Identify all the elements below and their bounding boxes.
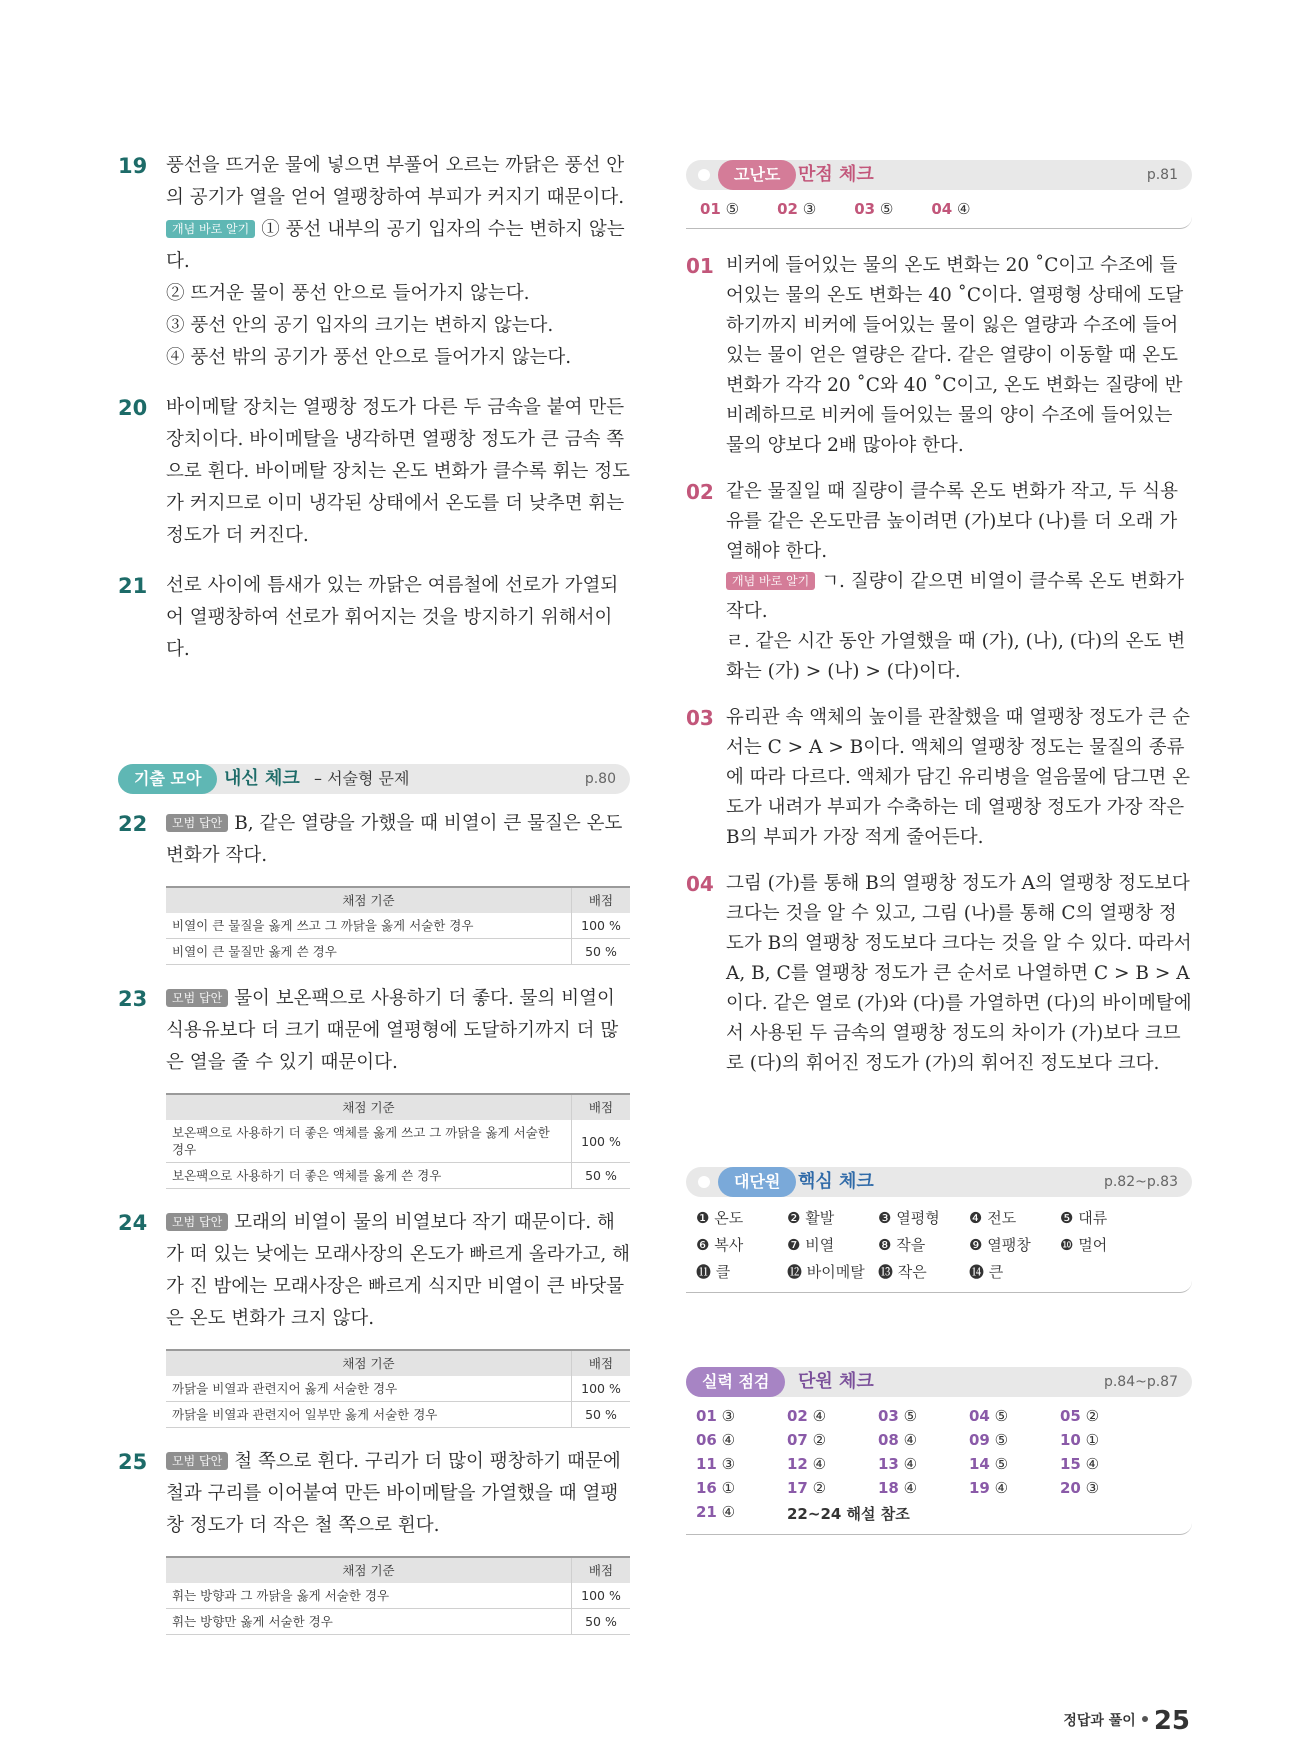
- page-number: 25: [1153, 1706, 1190, 1736]
- answer-item: [1060, 1431, 1151, 1449]
- keyword-grid: [686, 1197, 1192, 1282]
- section-subtitle: – 서술형 문제: [314, 769, 410, 788]
- answer-number: 03: [854, 200, 876, 218]
- answer-item: [878, 1407, 969, 1425]
- question-number: 22: [118, 812, 148, 836]
- keyword-item: ❶ 온도: [696, 1209, 744, 1227]
- question-number: 01: [686, 254, 714, 278]
- answer-value: ③: [802, 200, 817, 218]
- bullet-dot-icon: [1142, 1716, 1148, 1722]
- answer-number: 06: [696, 1431, 717, 1449]
- question-number: 04: [686, 872, 714, 896]
- explanation-03: [686, 703, 1192, 853]
- explanation-text: 비커에 들어있는 물의 온도 변화는 20 ˚C이고 수조에 들어있는 물의 온도 변화는 40 ˚C이다. 열평형 상태에 도달하기까지 비커에 들어있는 물이 잃은 열량과 수조에 들어있는 물이 얻은 열량은 같다. 같은 열량이 이동할 때 온도 변화가 각각 20 ˚C와 40 ˚C이고, 온도 변화는 질량에 반비례하므로 비커에 들어있는 물의 양이 수조에 들어있는 물의 양보다 2배 많아야 한다.: [726, 255, 1184, 456]
- section-pill: 고난도: [718, 160, 796, 190]
- footer-label: 정답과 풀이: [1063, 1713, 1136, 1729]
- answer-text: 바이메탈 장치는 열팽창 정도가 다른 두 금속을 붙여 만든 장치이다. 바이메탈을 냉각하면 열팽창 정도가 큰 금속 쪽으로 휜다. 바이메탈 장치는 온도 변화가 클수록 휘는 정도가 커지므로 이미 냉각된 상태에서 온도를 더 낮추면 휘는 정도가 더 커진다.: [166, 397, 630, 546]
- table-header: 배점: [572, 887, 631, 913]
- criteria-cell: 까닭을 비열과 관련지어 일부만 옳게 서술한 경우: [166, 1402, 572, 1428]
- bullet-dot-icon: [698, 169, 710, 181]
- score-cell: 100 %: [572, 913, 631, 939]
- model-answer-tag: 모범 답안: [166, 1213, 228, 1231]
- answer-text: 풍선을 뜨거운 물에 넣으면 부풀어 오르는 까닭은 풍선 안의 공기가 열을 얻어 열팽창하여 부피가 커지기 때문이다.: [166, 155, 625, 208]
- answer-item: [1060, 1407, 1151, 1425]
- answer-row: [686, 190, 1192, 218]
- answer-value: ④: [1085, 1455, 1100, 1473]
- answer-text: 철 쪽으로 휜다. 구리가 더 많이 팽창하기 때문에 철과 구리를 이어붙여 만든 바이메탈을 가열했을 때 열팽창 정도가 더 작은 철 쪽으로 휜다.: [166, 1451, 621, 1536]
- keyword-item: ⓮ 큰: [969, 1263, 1004, 1281]
- answer-value: ③: [1085, 1479, 1100, 1497]
- criteria-cell: 보온팩으로 사용하기 더 좋은 액체를 옳게 쓴 경우: [166, 1163, 572, 1189]
- section-page: p.81: [1146, 167, 1178, 183]
- answer-value: ⑤: [903, 1407, 918, 1425]
- answer-item: [969, 1455, 1060, 1473]
- answer-value: ②: [812, 1479, 827, 1497]
- question-19: [118, 150, 630, 374]
- section-manjeom: [686, 160, 1192, 229]
- criteria-cell: 비열이 큰 물질을 옳게 쓰고 그 까닭을 옳게 서술한 경우: [166, 913, 572, 939]
- scoring-table: [166, 1556, 630, 1635]
- answer-value: ①: [1085, 1431, 1100, 1449]
- question-number: 02: [686, 480, 714, 504]
- answer-value: ④: [812, 1407, 827, 1425]
- answer-number: 12: [787, 1455, 808, 1473]
- table-row: [166, 1609, 630, 1635]
- choice-line: ③ 풍선 안의 공기 입자의 크기는 변하지 않는다.: [166, 315, 554, 336]
- answer-item: [1060, 1455, 1151, 1473]
- criteria-cell: 휘는 방향만 옳게 서술한 경우: [166, 1609, 572, 1635]
- table-header: 배점: [572, 1557, 631, 1583]
- answer-number: 03: [878, 1407, 899, 1425]
- answer-number: 16: [696, 1479, 717, 1497]
- explanation-04: [686, 869, 1192, 1079]
- section-page: p.82~p.83: [1103, 1174, 1178, 1190]
- keyword-item: ❿ 멀어: [1060, 1236, 1108, 1254]
- answer-item: [696, 1431, 787, 1449]
- answer-number: 14: [969, 1455, 990, 1473]
- answer-value: ④: [903, 1431, 918, 1449]
- scoring-table: [166, 1349, 630, 1428]
- choice-line: ㄱ. 질량이 같으면 비열이 클수록 온도 변화가 작다.: [726, 571, 1185, 622]
- section-header-manjeom: [686, 160, 1192, 190]
- answer-number: 04: [931, 200, 953, 218]
- criteria-cell: 까닭을 비열과 관련지어 옳게 서술한 경우: [166, 1376, 572, 1402]
- answer-number: 09: [969, 1431, 990, 1449]
- answer-item: [696, 1407, 787, 1425]
- section-pill: 실력 점검: [686, 1367, 785, 1397]
- section-haeksim: [686, 1167, 1192, 1293]
- answer-text: 선로 사이에 틈새가 있는 까닭은 여름철에 선로가 가열되어 열팽창하여 선로가 휘어지는 것을 방지하기 위해서이다.: [166, 575, 619, 660]
- right-column: [686, 160, 1192, 1535]
- answer-number: 15: [1060, 1455, 1081, 1473]
- score-cell: 100 %: [572, 1583, 631, 1609]
- question-23: [118, 983, 630, 1189]
- table-row: [166, 1402, 630, 1428]
- answer-value: ④: [812, 1455, 827, 1473]
- answer-item: [878, 1455, 969, 1473]
- table-header: 채점 기준: [166, 887, 572, 913]
- choice-line: ㄹ. 같은 시간 동안 가열했을 때 (가), (나), (다)의 온도 변화는 (가) > (나) > (다)이다.: [726, 631, 1186, 682]
- answer-number: 05: [1060, 1407, 1081, 1425]
- keyword-item: ⓬ 바이메탈: [787, 1263, 865, 1281]
- section-title: 단원 체크: [798, 1371, 874, 1392]
- question-22: [118, 808, 630, 965]
- section-header-danwon: [686, 1367, 1192, 1397]
- question-number: 19: [118, 154, 148, 178]
- answer-grid: [686, 1397, 1192, 1524]
- choice-line: ② 뜨거운 물이 풍선 안으로 들어가지 않는다.: [166, 283, 530, 304]
- keyword-item: ❹ 전도: [969, 1209, 1017, 1227]
- model-answer-tag: 모범 답안: [166, 814, 228, 832]
- keyword-item: ❷ 활발: [787, 1209, 835, 1227]
- answer-item: [854, 200, 893, 218]
- scoring-table: [166, 1093, 630, 1189]
- answer-item: [931, 200, 970, 218]
- question-number: 20: [118, 396, 148, 420]
- table-row: [166, 1376, 630, 1402]
- answer-value: ①: [721, 1479, 736, 1497]
- section-header-haeksim: [686, 1167, 1192, 1197]
- section-page: p.80: [584, 771, 616, 787]
- question-number: 24: [118, 1211, 148, 1235]
- score-cell: 100 %: [572, 1376, 631, 1402]
- answer-number: 04: [969, 1407, 990, 1425]
- answer-value: ⑤: [725, 200, 740, 218]
- table-header: 배점: [572, 1094, 631, 1120]
- question-20: [118, 392, 630, 552]
- answer-item: [878, 1479, 969, 1497]
- explanation-text: 유리관 속 액체의 높이를 관찰했을 때 열팽창 정도가 큰 순서는 C > A > B이다. 액체의 열팽창 정도는 물질의 종류에 따라 다르다. 액체가 담긴 유리병을 얼음물에 담그면 온도가 내려가 부피가 수축하는 데 열팽창 정도가 가장 작은 B의 부피가 가장 적게 줄어든다.: [726, 707, 1190, 848]
- question-21: [118, 570, 630, 666]
- answer-value: ④: [721, 1431, 736, 1449]
- answer-value: ⑤: [994, 1431, 1009, 1449]
- answer-value: ④: [956, 200, 971, 218]
- model-answer-tag: 모범 답안: [166, 1452, 228, 1470]
- section-header-naesin: [118, 764, 630, 794]
- answer-text: B, 같은 열량을 가했을 때 비열이 큰 물질은 온도 변화가 작다.: [166, 813, 623, 866]
- answer-value: ④: [903, 1479, 918, 1497]
- extra-note: 22~24 해설 참조: [787, 1505, 910, 1523]
- answer-item: [700, 200, 739, 218]
- section-title: 내신 체크: [224, 768, 300, 789]
- answer-value: ②: [1085, 1407, 1100, 1425]
- answer-number: 13: [878, 1455, 899, 1473]
- answer-value: ④: [994, 1479, 1009, 1497]
- answer-value: ④: [721, 1503, 736, 1521]
- answer-item: [1060, 1479, 1151, 1497]
- section-title: 만점 체크: [798, 164, 874, 185]
- answer-value: ④: [903, 1455, 918, 1473]
- keyword-item: ❻ 복사: [696, 1236, 744, 1254]
- question-number: 03: [686, 706, 714, 730]
- page-footer: [1063, 1706, 1190, 1736]
- score-cell: 50 %: [572, 1609, 631, 1635]
- table-row: [166, 1583, 630, 1609]
- question-number: 25: [118, 1450, 148, 1474]
- answer-item: [969, 1431, 1060, 1449]
- keyword-item: ❸ 열평형: [878, 1209, 940, 1227]
- answer-item: [696, 1455, 787, 1473]
- answer-value: ③: [721, 1455, 736, 1473]
- criteria-cell: 보온팩으로 사용하기 더 좋은 액체를 옳게 쓰고 그 까닭을 옳게 서술한 경우: [166, 1120, 572, 1163]
- table-row: [166, 939, 630, 965]
- answer-value: ③: [721, 1407, 736, 1425]
- answer-item: [878, 1431, 969, 1449]
- answer-value: ⑤: [994, 1407, 1009, 1425]
- answer-number: 10: [1060, 1431, 1081, 1449]
- scoring-table: [166, 886, 630, 965]
- question-24: [118, 1207, 630, 1428]
- answer-text: 모래의 비열이 물의 비열보다 작기 때문이다. 해가 떠 있는 낮에는 모래사장의 온도가 빠르게 올라가고, 해가 진 밤에는 모래사장은 빠르게 식지만 비열이 큰 바닷물은 온도 변화가 크지 않다.: [166, 1212, 630, 1329]
- answer-item: [696, 1503, 787, 1524]
- concept-tag: 개념 바로 알기: [726, 572, 815, 590]
- answer-item: [787, 1455, 878, 1473]
- criteria-cell: 비열이 큰 물질만 옳게 쓴 경우: [166, 939, 572, 965]
- answer-item: [787, 1431, 878, 1449]
- question-25: [118, 1446, 630, 1635]
- answer-item: [696, 1479, 787, 1497]
- explanation-02: [686, 477, 1192, 687]
- explanation-text: 그림 (가)를 통해 B의 열팽창 정도가 A의 열팽창 정도보다 크다는 것을 알 수 있고, 그림 (나)를 통해 C의 열팽창 정도가 B의 열팽창 정도보다 크다는 것을 알 수 있다. 따라서 A, B, C를 열팽창 정도가 큰 순서로 나열하면 C > B > A이다. 같은 열로 (가)와 (다)를 가열하면 (다)의 바이메탈에서 사용된 두 금속의 열팽창 정도의 차이가 (가)보다 크므로 (다)의 휘어진 정도가 (가)의 휘어진 정도보다 크다.: [726, 873, 1192, 1074]
- question-number: 23: [118, 987, 148, 1011]
- answer-value: ⑤: [994, 1455, 1009, 1473]
- model-answer-tag: 모범 답안: [166, 989, 228, 1007]
- left-column: [118, 150, 630, 1653]
- answer-number: 02: [787, 1407, 808, 1425]
- keyword-item: ❽ 작을: [878, 1236, 926, 1254]
- answer-number: 08: [878, 1431, 899, 1449]
- keyword-item: ⓭ 작은: [878, 1263, 927, 1281]
- section-page: p.84~p.87: [1103, 1374, 1178, 1390]
- bullet-dot-icon: [698, 1176, 710, 1188]
- score-cell: 50 %: [572, 1163, 631, 1189]
- answer-number: 21: [696, 1503, 717, 1521]
- table-header: 채점 기준: [166, 1094, 572, 1120]
- choice-line: ④ 풍선 밖의 공기가 풍선 안으로 들어가지 않는다.: [166, 347, 572, 368]
- answer-item: [787, 1479, 878, 1497]
- answer-value: ⑤: [879, 200, 894, 218]
- answer-item: [969, 1407, 1060, 1425]
- score-cell: 50 %: [572, 939, 631, 965]
- answer-number: 01: [700, 200, 721, 218]
- criteria-cell: 휘는 방향과 그 까닭을 옳게 서술한 경우: [166, 1583, 572, 1609]
- question-number: 21: [118, 574, 148, 598]
- keyword-item: ❼ 비열: [787, 1236, 835, 1254]
- answer-number: 02: [777, 200, 798, 218]
- answer-number: 20: [1060, 1479, 1081, 1497]
- concept-tag: 개념 바로 알기: [166, 220, 255, 238]
- answer-value: ②: [812, 1431, 827, 1449]
- keyword-item: ⓫ 클: [696, 1263, 731, 1281]
- table-header: 배점: [572, 1350, 631, 1376]
- explanation-text: 같은 물질일 때 질량이 클수록 온도 변화가 작고, 두 식용유를 같은 온도만큼 높이려면 (가)보다 (나)를 더 오래 가열해야 한다.: [726, 481, 1178, 562]
- score-cell: 100 %: [572, 1120, 631, 1163]
- choice-line: ① 풍선 내부의 공기 입자의 수는 변하지 않는다.: [166, 219, 625, 272]
- score-cell: 50 %: [572, 1402, 631, 1428]
- table-header: 채점 기준: [166, 1350, 572, 1376]
- answer-number: 11: [696, 1455, 717, 1473]
- keyword-item: ❺ 대류: [1060, 1209, 1108, 1227]
- explanation-01: [686, 251, 1192, 461]
- keyword-item: ❾ 열팽창: [969, 1236, 1031, 1254]
- section-danwon: [686, 1367, 1192, 1535]
- section-title: 핵심 체크: [798, 1171, 874, 1192]
- section-pill: 기출 모아: [118, 764, 217, 794]
- answer-item: [969, 1479, 1060, 1497]
- answer-number: 18: [878, 1479, 899, 1497]
- table-row: [166, 913, 630, 939]
- table-row: [166, 1120, 630, 1163]
- table-header: 채점 기준: [166, 1557, 572, 1583]
- answer-item: [787, 1407, 878, 1425]
- answer-text: 물이 보온팩으로 사용하기 더 좋다. 물의 비열이 식용유보다 더 크기 때문에 열평형에 도달하기까지 더 많은 열을 줄 수 있기 때문이다.: [166, 988, 619, 1073]
- answer-number: 19: [969, 1479, 990, 1497]
- section-pill: 대단원: [718, 1167, 796, 1197]
- answer-number: 01: [696, 1407, 717, 1425]
- answer-item: [777, 200, 816, 218]
- table-row: [166, 1163, 630, 1189]
- answer-number: 17: [787, 1479, 808, 1497]
- answer-number: 07: [787, 1431, 808, 1449]
